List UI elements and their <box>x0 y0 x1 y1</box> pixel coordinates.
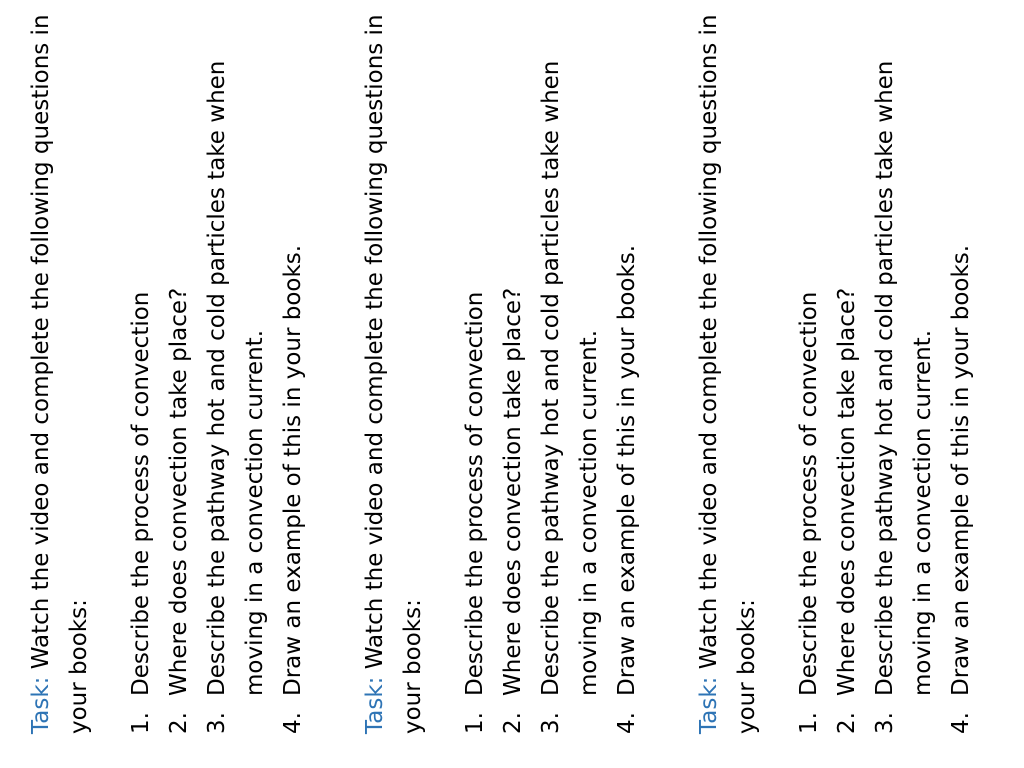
question-text: Where does convection take place? <box>834 287 860 696</box>
question-text: Describe the pathway hot and cold particles take when moving in a convection current. <box>204 60 268 696</box>
task-intro: Watch the video and complete the following questions in your books: <box>696 14 760 734</box>
question-text: Describe the process of convection <box>128 291 154 696</box>
question-number: 4. <box>614 712 640 734</box>
question-text: Draw an example of this in your books. <box>614 244 640 696</box>
question-item <box>532 14 608 734</box>
question-number: 2. <box>166 712 192 734</box>
question-number: 3. <box>872 712 898 734</box>
question-list <box>122 14 312 734</box>
question-list <box>456 14 646 734</box>
question-item <box>608 14 646 734</box>
task-label: Task: <box>696 676 722 734</box>
task-instruction <box>356 14 432 734</box>
question-item <box>198 14 274 734</box>
task-intro: Watch the video and complete the following questions in your books: <box>362 14 426 734</box>
question-text: Describe the pathway hot and cold particles take when moving in a convection current. <box>872 60 936 696</box>
question-text: Where does convection take place? <box>166 287 192 696</box>
question-item <box>866 14 942 734</box>
task-label: Task: <box>28 676 54 734</box>
question-number: 2. <box>500 712 526 734</box>
question-number: 4. <box>280 712 306 734</box>
question-text: Where does convection take place? <box>500 287 526 696</box>
task-intro: Watch the video and complete the following questions in your books: <box>28 14 92 734</box>
question-number: 1. <box>462 712 488 734</box>
task-label: Task: <box>362 676 388 734</box>
question-item <box>942 14 980 734</box>
task-block <box>22 14 312 734</box>
question-item <box>456 14 494 734</box>
question-text: Draw an example of this in your books. <box>280 244 306 696</box>
question-item <box>790 14 828 734</box>
question-number: 1. <box>128 712 154 734</box>
question-number: 1. <box>796 712 822 734</box>
question-item <box>828 14 866 734</box>
question-text: Draw an example of this in your books. <box>948 244 974 696</box>
task-instruction <box>22 14 98 734</box>
question-number: 2. <box>834 712 860 734</box>
question-text: Describe the process of convection <box>462 291 488 696</box>
question-item <box>274 14 312 734</box>
question-number: 3. <box>538 712 564 734</box>
question-number: 4. <box>948 712 974 734</box>
task-instruction <box>690 14 766 734</box>
task-block <box>356 14 646 734</box>
question-item <box>122 14 160 734</box>
question-text: Describe the process of convection <box>796 291 822 696</box>
question-text: Describe the pathway hot and cold particles take when moving in a convection current. <box>538 60 602 696</box>
question-list <box>790 14 980 734</box>
task-block <box>690 14 980 734</box>
question-item <box>494 14 532 734</box>
question-number: 3. <box>204 712 230 734</box>
question-item <box>160 14 198 734</box>
